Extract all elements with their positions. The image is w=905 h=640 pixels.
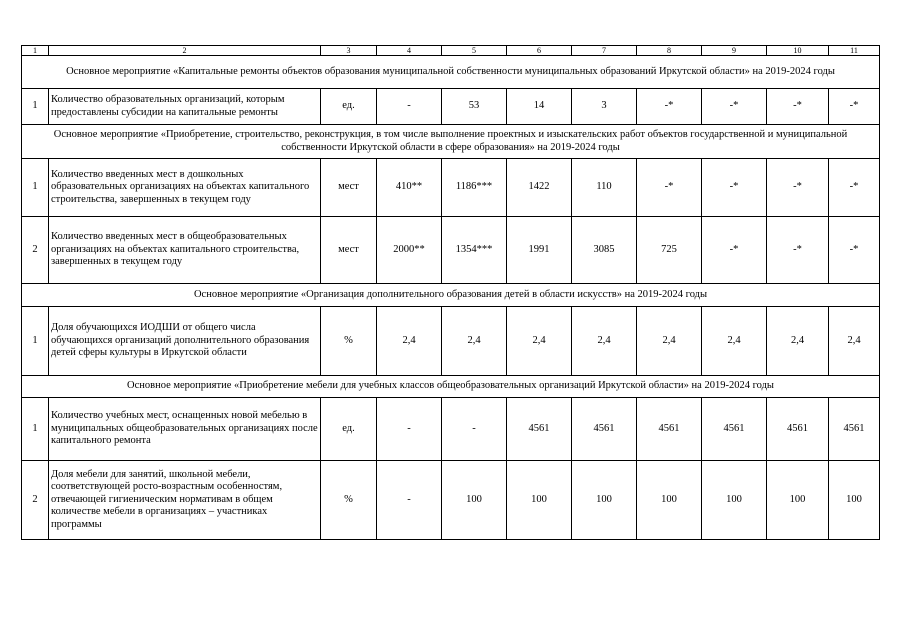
value-cell: 4561 (829, 398, 880, 461)
value-cell: 2,4 (507, 307, 572, 376)
value-cell: -* (767, 217, 829, 284)
value-cell: 100 (507, 461, 572, 540)
value-cell: 1354*** (442, 217, 507, 284)
unit-cell: мест (321, 217, 377, 284)
value-cell: 100 (572, 461, 637, 540)
value-cell: -* (829, 217, 880, 284)
value-cell: 1991 (507, 217, 572, 284)
value-cell: 2,4 (829, 307, 880, 376)
value-cell: - (377, 398, 442, 461)
section-title: Основное мероприятие «Приобретение, строительство, реконструкция, в том числе выполнение проектных и изыскательских работ объектов государственной и муниципальной собственности Иркутской области в сфере образования» на 2019-2024 годы (22, 125, 880, 159)
value-cell: 2,4 (637, 307, 702, 376)
value-cell: - (377, 89, 442, 125)
column-number: 5 (442, 46, 507, 56)
indicator-name: Количество образовательных организаций, которым предоставлены субсидии на капитальные ремонты (49, 89, 321, 125)
column-number: 6 (507, 46, 572, 56)
value-cell: 4561 (767, 398, 829, 461)
value-cell: 53 (442, 89, 507, 125)
value-cell: 100 (767, 461, 829, 540)
indicator-name: Количество введенных мест в дошкольных образовательных организациях на объектах капитального строительства, завершенных в текущем году (49, 159, 321, 217)
value-cell: -* (829, 159, 880, 217)
column-number: 3 (321, 46, 377, 56)
value-cell: 2,4 (767, 307, 829, 376)
value-cell: -* (637, 159, 702, 217)
value-cell: 100 (637, 461, 702, 540)
column-number: 8 (637, 46, 702, 56)
row-number: 1 (22, 398, 49, 461)
section-title: Основное мероприятие «Организация дополнительного образования детей в области искусств» на 2019-2024 годы (22, 284, 880, 307)
value-cell: 1422 (507, 159, 572, 217)
row-number: 1 (22, 307, 49, 376)
unit-cell: ед. (321, 398, 377, 461)
column-number: 2 (49, 46, 321, 56)
section-row (22, 56, 880, 89)
value-cell: 410** (377, 159, 442, 217)
value-cell: 4561 (637, 398, 702, 461)
section-row (22, 376, 880, 398)
value-cell: 4561 (572, 398, 637, 461)
indicator-name: Доля мебели для занятий, школьной мебели, соответствующей росто-возрастным особенностям, отвечающей гигиеническим нормативам в общем количестве мебели в организациях – участниках программы (49, 461, 321, 540)
value-cell: -* (702, 217, 767, 284)
row-number: 1 (22, 89, 49, 125)
value-cell: 2,4 (702, 307, 767, 376)
value-cell: 100 (829, 461, 880, 540)
indicator-name: Количество введенных мест в общеобразовательных организациях на объектах капитального строительства, завершенных в текущем году (49, 217, 321, 284)
unit-cell: мест (321, 159, 377, 217)
value-cell: -* (829, 89, 880, 125)
section-row (22, 284, 880, 307)
column-number: 11 (829, 46, 880, 56)
row-number: 2 (22, 461, 49, 540)
table-row (22, 159, 880, 217)
value-cell: - (377, 461, 442, 540)
table-row (22, 461, 880, 540)
value-cell: 1186*** (442, 159, 507, 217)
section-title: Основное мероприятие «Капитальные ремонты объектов образования муниципальной собственности муниципальных образований Иркутской области» на 2019-2024 годы (22, 56, 880, 89)
value-cell: 100 (702, 461, 767, 540)
indicators-table (21, 45, 880, 540)
value-cell: 110 (572, 159, 637, 217)
indicator-name: Количество учебных мест, оснащенных новой мебелью в муниципальных общеобразовательных организациях после капитального ремонта (49, 398, 321, 461)
column-number: 9 (702, 46, 767, 56)
row-number: 1 (22, 159, 49, 217)
unit-cell: % (321, 307, 377, 376)
value-cell: -* (767, 89, 829, 125)
value-cell: 725 (637, 217, 702, 284)
column-number: 1 (22, 46, 49, 56)
value-cell: 2,4 (572, 307, 637, 376)
value-cell: 2,4 (377, 307, 442, 376)
value-cell: 4561 (507, 398, 572, 461)
value-cell: 3 (572, 89, 637, 125)
value-cell: 14 (507, 89, 572, 125)
section-title: Основное мероприятие «Приобретение мебели для учебных классов общеобразовательных организаций Иркутской области» на 2019-2024 годы (22, 376, 880, 398)
value-cell: -* (637, 89, 702, 125)
value-cell: 2000** (377, 217, 442, 284)
section-row (22, 125, 880, 159)
column-number-row (22, 46, 880, 56)
table-row (22, 398, 880, 461)
value-cell: - (442, 398, 507, 461)
value-cell: -* (702, 89, 767, 125)
table-row (22, 89, 880, 125)
table-row (22, 217, 880, 284)
value-cell: -* (767, 159, 829, 217)
unit-cell: % (321, 461, 377, 540)
value-cell: -* (702, 159, 767, 217)
row-number: 2 (22, 217, 49, 284)
column-number: 10 (767, 46, 829, 56)
unit-cell: ед. (321, 89, 377, 125)
value-cell: 2,4 (442, 307, 507, 376)
indicator-name: Доля обучающихся ИОДШИ от общего числа обучающихся организаций дополнительного образования детей сферы культуры в Иркутской области (49, 307, 321, 376)
value-cell: 3085 (572, 217, 637, 284)
column-number: 7 (572, 46, 637, 56)
column-number: 4 (377, 46, 442, 56)
value-cell: 4561 (702, 398, 767, 461)
table-row (22, 307, 880, 376)
value-cell: 100 (442, 461, 507, 540)
